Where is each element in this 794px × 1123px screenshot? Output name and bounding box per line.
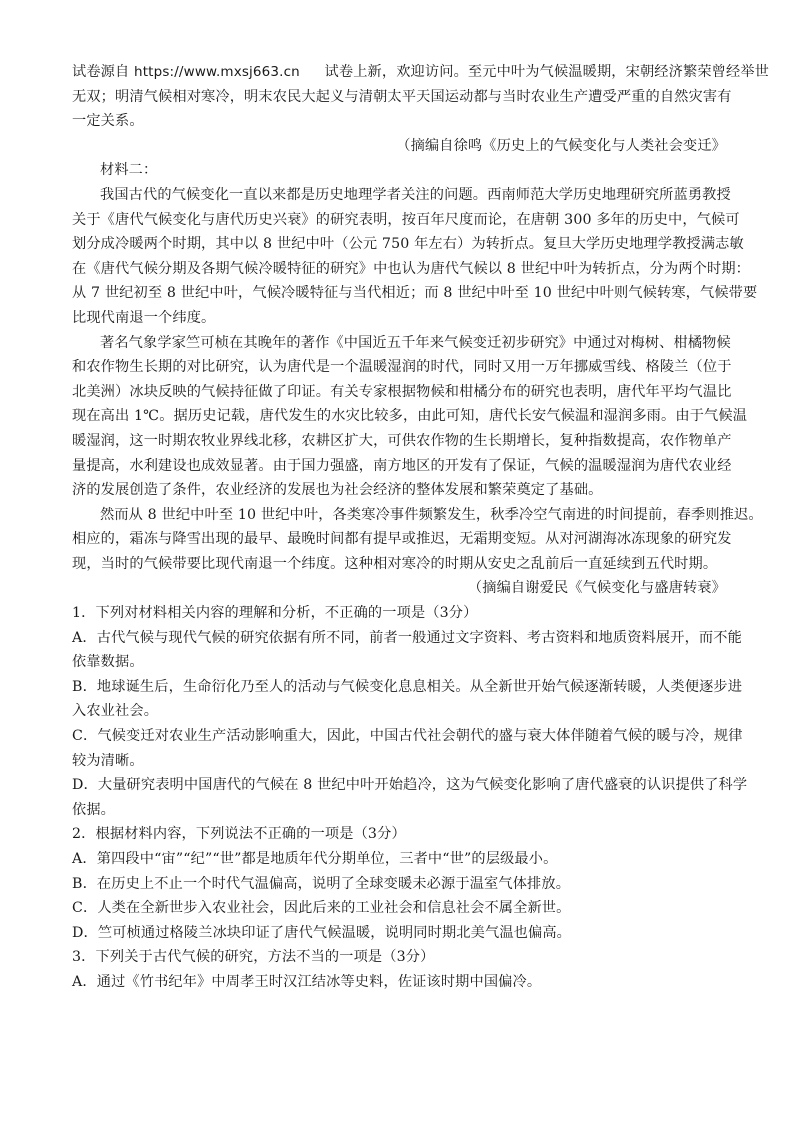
material2-heading: 材料二： bbox=[100, 162, 158, 179]
material1-line2: 无双；明清气候相对寒冷，明末农民大起义与清朝太平天国运动都与当时农业生产遭受严重的自然灾害有 bbox=[72, 88, 732, 105]
option-c: C．气候变迁对农业生产活动影响重大，因此，中国古代社会朝代的盛与衰大体伴随着气候的暖与冷，规律 bbox=[72, 728, 743, 745]
question-stem: 3．下列关于古代气候的研究，方法不当的一项是（3分） bbox=[72, 949, 435, 966]
header-line bbox=[72, 60, 770, 85]
paragraph-line: 比现代南退一个纬度。 bbox=[72, 309, 216, 326]
option-b: B．地球诞生后，生命衍化乃至人的活动与气候变化息息相关。从全新世开始气候逐渐转暖，人类便逐步进 bbox=[72, 678, 743, 695]
option-c-cont: 较为清晰。 bbox=[72, 752, 144, 769]
question-stem: 2．根据材料内容，下列说法不正确的一项是（3分） bbox=[72, 826, 406, 843]
paragraph-line: 量提高，水利建设也成效显著。由于国力强盛，南方地区的开发有了保证，气候的温暖湿润为唐代农业经 bbox=[72, 457, 732, 474]
option-a: A．通过《竹书纪年》中周孝王时汉江结冰等史料，佐证该时期中国偏冷。 bbox=[72, 973, 542, 990]
question-3 bbox=[72, 945, 726, 994]
paragraph-line: 济的发展创造了条件，农业经济的发展也为社会经济的整体发展和繁荣奠定了基础。 bbox=[72, 482, 603, 499]
paragraph-line: 关于《唐代气候变化与唐代历史兴衰》的研究表明，按百年尺度而论，在唐朝 300 多年的历史中，气候可 bbox=[72, 211, 740, 228]
option-d-cont: 依据。 bbox=[72, 801, 116, 818]
paragraph-line: 现，当时的气候带要比现代南退一个纬度。这种相对寒冷的时期从安史之乱前后一直延续到五代时期。 bbox=[72, 555, 718, 572]
material2-paragraph-2 bbox=[72, 331, 748, 503]
question-1 bbox=[72, 601, 748, 822]
option-b-cont: 入农业社会。 bbox=[72, 703, 159, 720]
paragraph-line: 然而从 8 世纪中叶至 10 世纪中叶，各类寒冷事件频繁发生，秋季冷空气南进的时间提前，春季则推迟。 bbox=[100, 506, 763, 523]
paragraph-line: 划分成冷暖两个时期，其中以 8 世纪中叶（公元 750 年左右）为转折点。复旦大学历史地理学教授满志敏 bbox=[72, 236, 744, 253]
document-page bbox=[72, 60, 770, 995]
material1-citation: （摘编自徐鸣《历史上的气候变化与人类社会变迁》 bbox=[396, 137, 726, 154]
option-d: D．大量研究表明中国唐代的气候在 8 世纪中叶开始趋冷，这为气候变化影响了唐代盛衰的认识提供了科学 bbox=[72, 777, 748, 794]
question-stem: 1．下列对材料相关内容的理解和分析，不正确的一项是（3分） bbox=[72, 605, 478, 622]
option-a-cont: 依靠数据。 bbox=[72, 654, 144, 671]
site-notice: 试卷上新，欢迎访问。 bbox=[324, 64, 468, 80]
paragraph-line: 著名气象学家竺可桢在其晚年的著作《中国近五千年来气候变迁初步研究》中通过对梅树、柑橘物候 bbox=[100, 334, 731, 351]
option-a: A．第四段中“宙”“纪”“世”都是地质年代分期单位，三者中“世”的层级最小。 bbox=[72, 851, 558, 867]
option-d: D．竺可桢通过格陵兰冰块印证了唐代气候温暖，说明同时期北美气温也偏高。 bbox=[72, 924, 572, 941]
paragraph-line: 相应的，霜冻与降雪出现的最早、最晚时间都有提早或推迟，无霜期变短。从对河湖海冰冻现象的研究发 bbox=[72, 531, 732, 548]
source-url-link[interactable]: https://www.mxsj663.cn bbox=[134, 64, 300, 80]
paragraph-line: 从 7 世纪初至 8 世纪中叶，气候冷暖特征与当代相近；而 8 世纪中叶至 10 世纪中叶则气候转寒，气候带要 bbox=[72, 285, 758, 302]
paragraph-line: 北美洲）冰块反映的气候持征做了印证。有关专家根据物候和柑橘分布的研究也表明，唐代年平均气温比 bbox=[72, 383, 732, 400]
material2-citation: （摘编自谢爱民《气候变化与盛唐转衰》 bbox=[467, 580, 726, 597]
paragraph-line: 我国古代的气候变化一直以来都是历史地理学者关注的问题。西南师范大学历史地理研究所蓝勇教授 bbox=[100, 186, 731, 203]
paragraph-line: 和农作物生长期的对比研究，认为唐代是一个温暖湿润的时代，同时又用一万年挪威雪线、格陵兰（位于 bbox=[72, 359, 732, 376]
material1-line3: 一定关系。 bbox=[72, 113, 144, 130]
option-a: A．古代气候与现代气候的研究依据有所不同，前者一般通过文字资料、考古资料和地质资料展开，而不能 bbox=[72, 629, 742, 646]
material2-paragraph-1 bbox=[72, 183, 758, 331]
paragraph-line: 在《唐代气候分期及各期气候冷暖特征的研究》中也认为唐代气候以 8 世纪中叶为转折点，分为两个时期： bbox=[72, 260, 751, 277]
option-b: B．在历史上不止一个时代气温偏高，说明了全球变暖未必源于温室气体排放。 bbox=[72, 875, 571, 892]
material1-line1: 至元中叶为气候温暖期，宋朝经济繁荣曾经举世 bbox=[467, 64, 770, 80]
paragraph-line: 现在高出 1℃。据历史记载，唐代发生的水灾比较多，由此可知，唐代长安气候温和湿润多雨。由于气候温 bbox=[72, 408, 748, 425]
source-label: 试卷源自 bbox=[72, 64, 130, 80]
paragraph-line: 暖湿润，这一时期农牧业界线北移，农耕区扩大，可供农作物的生长期增长，复种指数提高，农作物单产 bbox=[72, 432, 732, 449]
question-2 bbox=[72, 822, 726, 945]
material2-paragraph-3 bbox=[72, 503, 763, 577]
option-c: C．人类在全新世步入农业社会，因此后来的工业社会和信息社会不属全新世。 bbox=[72, 900, 571, 917]
